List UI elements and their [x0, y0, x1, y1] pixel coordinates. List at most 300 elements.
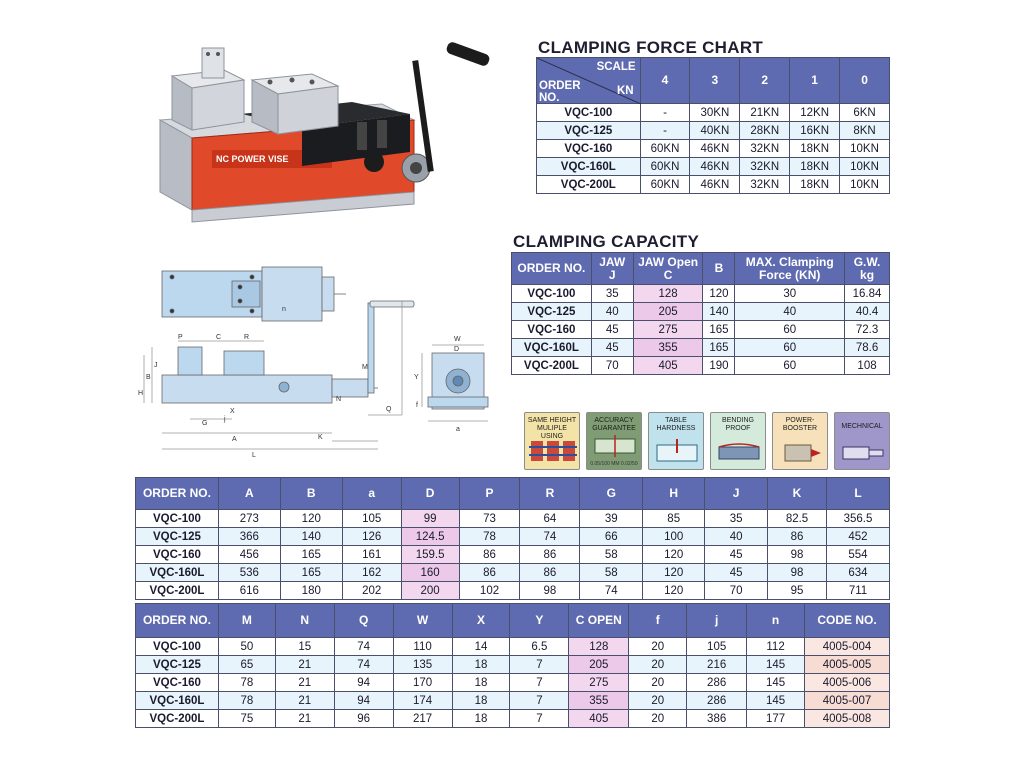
value-cell: 616: [218, 582, 280, 600]
gw-cell: 16.84: [845, 285, 890, 303]
order-no-header: ORDER NO.: [136, 604, 219, 638]
force-cell: 60KN: [640, 158, 690, 176]
value-cell: 94: [334, 674, 393, 692]
value-cell: 94: [334, 692, 393, 710]
model-cell: VQC-125: [512, 303, 592, 321]
model-cell: VQC-160L: [136, 564, 219, 582]
value-cell: 273: [218, 510, 280, 528]
model-cell: VQC-125: [136, 528, 219, 546]
value-cell: 18: [452, 656, 510, 674]
value-cell: 74: [520, 528, 580, 546]
value-cell: 634: [826, 564, 889, 582]
dim-label-l: L: [252, 452, 256, 459]
value-cell: 200: [401, 582, 459, 600]
max-force-cell: 60: [735, 321, 845, 339]
dim-f-header: f: [629, 604, 687, 638]
table-row: [537, 176, 890, 194]
value-cell: 386: [687, 710, 747, 728]
jaw-header-bottom: J: [608, 267, 616, 282]
order-no-header: ORDER NO.: [136, 478, 219, 510]
order-label: ORDER NO.: [539, 80, 581, 104]
jaw-open-header-top: JAW Open: [638, 254, 699, 269]
code-cell: 4005-004: [805, 638, 890, 656]
table-row: [136, 692, 890, 710]
badge-mechanical: [834, 412, 890, 470]
value-cell: 20: [629, 656, 687, 674]
scale-label: SCALE: [596, 61, 636, 73]
feature-badges: [524, 412, 890, 470]
force-cell: 60KN: [640, 176, 690, 194]
value-cell: 205: [569, 656, 629, 674]
table-row: [136, 510, 890, 528]
dim-label-x: X: [230, 408, 235, 415]
code-cell: 4005-007: [805, 692, 890, 710]
dim-m-header: M: [218, 604, 275, 638]
scale-order-header: [537, 58, 641, 104]
value-cell: 96: [334, 710, 393, 728]
jaw-cell: 45: [591, 339, 633, 357]
force-cell: 18KN: [790, 158, 840, 176]
dim-label-g: G: [202, 420, 208, 427]
jaw-cell: 40: [591, 303, 633, 321]
value-cell: 86: [459, 564, 520, 582]
value-cell: 73: [459, 510, 520, 528]
dim-label-h: H: [138, 390, 144, 397]
value-cell: 70: [705, 582, 768, 600]
dim-label-c: C: [216, 334, 222, 341]
value-cell: 21: [275, 710, 334, 728]
dim-label-n: N: [336, 396, 342, 403]
max-force-header: [735, 253, 845, 285]
value-cell: 145: [747, 674, 805, 692]
dim-label-a: A: [232, 436, 237, 443]
table-row: [537, 140, 890, 158]
value-cell: 711: [826, 582, 889, 600]
force-cell: -: [640, 122, 690, 140]
badge-table-hardness-text: TABLE HARDNESS: [656, 417, 696, 432]
badge-power-booster-text: POWER-BOOSTER: [782, 417, 818, 432]
force-cell: 46KN: [690, 176, 740, 194]
jaw-open-cell: 275: [633, 321, 703, 339]
value-cell: 82.5: [768, 510, 827, 528]
value-cell: 124.5: [401, 528, 459, 546]
value-cell: 161: [342, 546, 401, 564]
force-chart-title: CLAMPING FORCE CHART: [538, 38, 764, 57]
vise-product-photo: [152, 42, 512, 232]
value-cell: 7: [510, 710, 569, 728]
jaw-open-header-bottom: C: [663, 267, 673, 282]
value-cell: 170: [393, 674, 452, 692]
max-force-header-bottom: Force (KN): [759, 267, 821, 282]
force-cell: 32KN: [740, 176, 790, 194]
badge-mechanical-text: MECHNICAL: [841, 423, 883, 430]
dim-d-header: D: [401, 478, 459, 510]
code-cell: 4005-008: [805, 710, 890, 728]
value-cell: 112: [747, 638, 805, 656]
table-row: [136, 582, 890, 600]
jaw-header-top: JAW: [599, 254, 626, 269]
value-cell: 21: [275, 674, 334, 692]
value-cell: 15: [275, 638, 334, 656]
value-cell: 120: [643, 582, 705, 600]
badge-same-height: [524, 412, 580, 470]
value-cell: 356.5: [826, 510, 889, 528]
value-cell: 95: [768, 582, 827, 600]
dim-label-f: f: [416, 402, 418, 409]
dim-label-small-j: j: [224, 416, 226, 423]
value-cell: 66: [580, 528, 643, 546]
max-force-header-top: MAX. Clamping: [745, 254, 834, 269]
value-cell: 98: [768, 564, 827, 582]
dim-y-header: Y: [510, 604, 569, 638]
value-cell: 216: [687, 656, 747, 674]
value-cell: 86: [768, 528, 827, 546]
scale-1-header: 1: [790, 58, 840, 104]
jaw-open-cell: 205: [633, 303, 703, 321]
value-cell: 20: [629, 674, 687, 692]
value-cell: 78: [218, 674, 275, 692]
value-cell: 126: [342, 528, 401, 546]
jaw-open-cell: 128: [633, 285, 703, 303]
value-cell: 180: [280, 582, 342, 600]
force-cell: 30KN: [690, 104, 740, 122]
accuracy-icon: [591, 435, 639, 457]
force-cell: 46KN: [690, 158, 740, 176]
code-cell: 4005-005: [805, 656, 890, 674]
dim-c-open-header: C OPEN: [569, 604, 629, 638]
gw-cell: 108: [845, 357, 890, 375]
dim-l-header: L: [826, 478, 889, 510]
dim-b-header: B: [280, 478, 342, 510]
value-cell: 14: [452, 638, 510, 656]
dim-label-y: Y: [414, 374, 419, 381]
b-header: B: [703, 253, 735, 285]
value-cell: 78: [459, 528, 520, 546]
value-cell: 7: [510, 692, 569, 710]
capacity-title: CLAMPING CAPACITY: [513, 232, 700, 251]
dim-label-w: W: [454, 336, 461, 343]
max-force-cell: 30: [735, 285, 845, 303]
table-row: [136, 564, 890, 582]
mechanical-icon: [839, 439, 887, 465]
model-cell: VQC-100: [512, 285, 592, 303]
gw-cell: 40.4: [845, 303, 890, 321]
value-cell: 217: [393, 710, 452, 728]
value-cell: 99: [401, 510, 459, 528]
value-cell: 105: [342, 510, 401, 528]
gw-header-bottom: kg: [860, 267, 875, 282]
value-cell: 165: [280, 564, 342, 582]
value-cell: 75: [218, 710, 275, 728]
b-cell: 120: [703, 285, 735, 303]
model-cell: VQC-160: [136, 546, 219, 564]
value-cell: 58: [580, 564, 643, 582]
table-row: [512, 321, 890, 339]
dim-j-header: J: [705, 478, 768, 510]
value-cell: 18: [452, 692, 510, 710]
jaw-cell: 45: [591, 321, 633, 339]
end-view: [422, 345, 488, 421]
value-cell: 286: [687, 692, 747, 710]
value-cell: 100: [643, 528, 705, 546]
code-cell: 4005-006: [805, 674, 890, 692]
value-cell: 20: [629, 710, 687, 728]
value-cell: 128: [569, 638, 629, 656]
table-row: [136, 710, 890, 728]
gw-header: [845, 253, 890, 285]
jaw-cell: 35: [591, 285, 633, 303]
value-cell: 18: [452, 710, 510, 728]
handle-view: [368, 301, 414, 415]
table-row: [537, 104, 890, 122]
scale-3-header: 3: [690, 58, 740, 104]
force-cell: 18KN: [790, 176, 840, 194]
dim-small-j-header: j: [687, 604, 747, 638]
value-cell: 21: [275, 656, 334, 674]
max-force-cell: 60: [735, 357, 845, 375]
jaw-cell: 70: [591, 357, 633, 375]
value-cell: 74: [334, 638, 393, 656]
dim-g-header: G: [580, 478, 643, 510]
dim-label-r: R: [244, 334, 250, 341]
dim-w-header: W: [393, 604, 452, 638]
dim-label-j: J: [154, 362, 158, 369]
dim-small-n-header: n: [747, 604, 805, 638]
top-view: [162, 267, 346, 321]
value-cell: 50: [218, 638, 275, 656]
dim-k-header: K: [768, 478, 827, 510]
model-cell: VQC-125: [537, 122, 641, 140]
dim-q-header: Q: [334, 604, 393, 638]
value-cell: 98: [768, 546, 827, 564]
value-cell: 177: [747, 710, 805, 728]
model-cell: VQC-160L: [537, 158, 641, 176]
scale-4-header: 4: [640, 58, 690, 104]
value-cell: 355: [569, 692, 629, 710]
jaw-open-cell: 355: [633, 339, 703, 357]
value-cell: 160: [401, 564, 459, 582]
force-cell: 16KN: [790, 122, 840, 140]
badge-bending-proof-text: BENDING PROOF: [722, 417, 754, 432]
model-cell: VQC-160L: [512, 339, 592, 357]
code-no-header: CODE NO.: [805, 604, 890, 638]
table-row: [136, 546, 890, 564]
value-cell: 85: [643, 510, 705, 528]
value-cell: 35: [705, 510, 768, 528]
badge-table-hardness: [648, 412, 704, 470]
value-cell: 120: [643, 564, 705, 582]
scale-0-header: 0: [840, 58, 890, 104]
dim-label-small-n: n: [282, 306, 286, 313]
value-cell: 202: [342, 582, 401, 600]
gw-header-top: G.W.: [853, 254, 881, 269]
gw-cell: 72.3: [845, 321, 890, 339]
value-cell: 120: [643, 546, 705, 564]
table-row: [512, 357, 890, 375]
value-cell: 286: [687, 674, 747, 692]
force-cell: 32KN: [740, 158, 790, 176]
side-view: [144, 341, 378, 449]
model-cell: VQC-100: [537, 104, 641, 122]
value-cell: 165: [280, 546, 342, 564]
value-cell: 20: [629, 638, 687, 656]
value-cell: 21: [275, 692, 334, 710]
booster-icon: [777, 439, 825, 465]
value-cell: 405: [569, 710, 629, 728]
gw-cell: 78.6: [845, 339, 890, 357]
table-row: [136, 638, 890, 656]
force-cell: 10KN: [840, 158, 890, 176]
model-cell: VQC-200L: [136, 582, 219, 600]
badge-accuracy-sub: 0.05/100 MM 0.02/50: [590, 461, 638, 467]
clamping-capacity-table: [511, 252, 890, 375]
dim-label-small-a: a: [456, 426, 460, 433]
dimensions-table-2: [135, 603, 890, 728]
value-cell: 58: [580, 546, 643, 564]
value-cell: 86: [520, 546, 580, 564]
force-cell: 46KN: [690, 140, 740, 158]
table-row: [512, 339, 890, 357]
max-force-cell: 40: [735, 303, 845, 321]
value-cell: 145: [747, 692, 805, 710]
value-cell: 366: [218, 528, 280, 546]
model-cell: VQC-200L: [537, 176, 641, 194]
badge-power-booster: [772, 412, 828, 470]
jaw-open-header: [633, 253, 703, 285]
dim-n-header: N: [275, 604, 334, 638]
value-cell: 20: [629, 692, 687, 710]
b-cell: 165: [703, 339, 735, 357]
dim-p-header: P: [459, 478, 520, 510]
force-cell: 40KN: [690, 122, 740, 140]
scale-2-header: 2: [740, 58, 790, 104]
dim-label-b: B: [146, 374, 151, 381]
table-row: [512, 285, 890, 303]
value-cell: 554: [826, 546, 889, 564]
dim-r-header: R: [520, 478, 580, 510]
jaw-header: [591, 253, 633, 285]
force-cell: 28KN: [740, 122, 790, 140]
dimensions-table-1: [135, 477, 890, 600]
force-cell: 8KN: [840, 122, 890, 140]
table-row: [136, 528, 890, 546]
technical-drawing: [132, 255, 502, 465]
bending-icon: [715, 439, 763, 465]
value-cell: 86: [459, 546, 520, 564]
value-cell: 6.5: [510, 638, 569, 656]
value-cell: 275: [569, 674, 629, 692]
dim-a-header: A: [218, 478, 280, 510]
value-cell: 120: [280, 510, 342, 528]
svg-text:NC POWER VISE: NC POWER VISE: [216, 154, 289, 164]
badge-bending-proof: [710, 412, 766, 470]
model-cell: VQC-160: [512, 321, 592, 339]
value-cell: 64: [520, 510, 580, 528]
model-cell: VQC-200L: [512, 357, 592, 375]
clamping-force-table: [536, 57, 890, 194]
table-row: [136, 656, 890, 674]
value-cell: 7: [510, 656, 569, 674]
value-cell: 110: [393, 638, 452, 656]
table-row: [537, 122, 890, 140]
value-cell: 74: [580, 582, 643, 600]
force-cell: 10KN: [840, 176, 890, 194]
order-no-header: ORDER NO.: [512, 253, 592, 285]
badge-accuracy-text: ACCURACY GUARANTEE: [592, 417, 636, 432]
value-cell: 456: [218, 546, 280, 564]
value-cell: 145: [747, 656, 805, 674]
model-cell: VQC-100: [136, 638, 219, 656]
force-cell: 10KN: [840, 140, 890, 158]
force-cell: 18KN: [790, 140, 840, 158]
value-cell: 86: [520, 564, 580, 582]
b-cell: 140: [703, 303, 735, 321]
value-cell: 162: [342, 564, 401, 582]
model-cell: VQC-160L: [136, 692, 219, 710]
kn-label: KN: [616, 85, 634, 97]
badge-accuracy: [586, 412, 642, 470]
badge-same-height-text: SAME HEIGHT MULIPLE USING: [527, 417, 577, 440]
force-cell: 6KN: [840, 104, 890, 122]
force-cell: 60KN: [640, 140, 690, 158]
value-cell: 65: [218, 656, 275, 674]
value-cell: 98: [520, 582, 580, 600]
jaw-open-cell: 405: [633, 357, 703, 375]
dim-h-header: H: [643, 478, 705, 510]
value-cell: 7: [510, 674, 569, 692]
table-row: [136, 674, 890, 692]
model-cell: VQC-200L: [136, 710, 219, 728]
model-cell: VQC-160: [537, 140, 641, 158]
value-cell: 452: [826, 528, 889, 546]
hardness-icon: [653, 439, 701, 465]
b-cell: 190: [703, 357, 735, 375]
value-cell: 74: [334, 656, 393, 674]
value-cell: 174: [393, 692, 452, 710]
force-cell: 12KN: [790, 104, 840, 122]
value-cell: 102: [459, 582, 520, 600]
value-cell: 159.5: [401, 546, 459, 564]
value-cell: 45: [705, 546, 768, 564]
dim-label-m: M: [362, 364, 368, 371]
model-cell: VQC-160: [136, 674, 219, 692]
value-cell: 18: [452, 674, 510, 692]
value-cell: 105: [687, 638, 747, 656]
value-cell: 39: [580, 510, 643, 528]
dim-label-k: K: [318, 434, 323, 441]
dim-label-d: D: [454, 346, 460, 353]
dim-x-header: X: [452, 604, 510, 638]
value-cell: 45: [705, 564, 768, 582]
dim-label-p: P: [178, 334, 183, 341]
max-force-cell: 60: [735, 339, 845, 357]
table-row: [512, 303, 890, 321]
model-cell: VQC-125: [136, 656, 219, 674]
b-cell: 165: [703, 321, 735, 339]
model-cell: VQC-100: [136, 510, 219, 528]
force-cell: -: [640, 104, 690, 122]
dim-small-a-header: a: [342, 478, 401, 510]
value-cell: 40: [705, 528, 768, 546]
value-cell: 78: [218, 692, 275, 710]
table-row: [537, 158, 890, 176]
value-cell: 135: [393, 656, 452, 674]
multiple-vise-icon: [529, 435, 577, 465]
force-cell: 21KN: [740, 104, 790, 122]
value-cell: 536: [218, 564, 280, 582]
value-cell: 140: [280, 528, 342, 546]
dim-label-q: Q: [386, 406, 392, 413]
